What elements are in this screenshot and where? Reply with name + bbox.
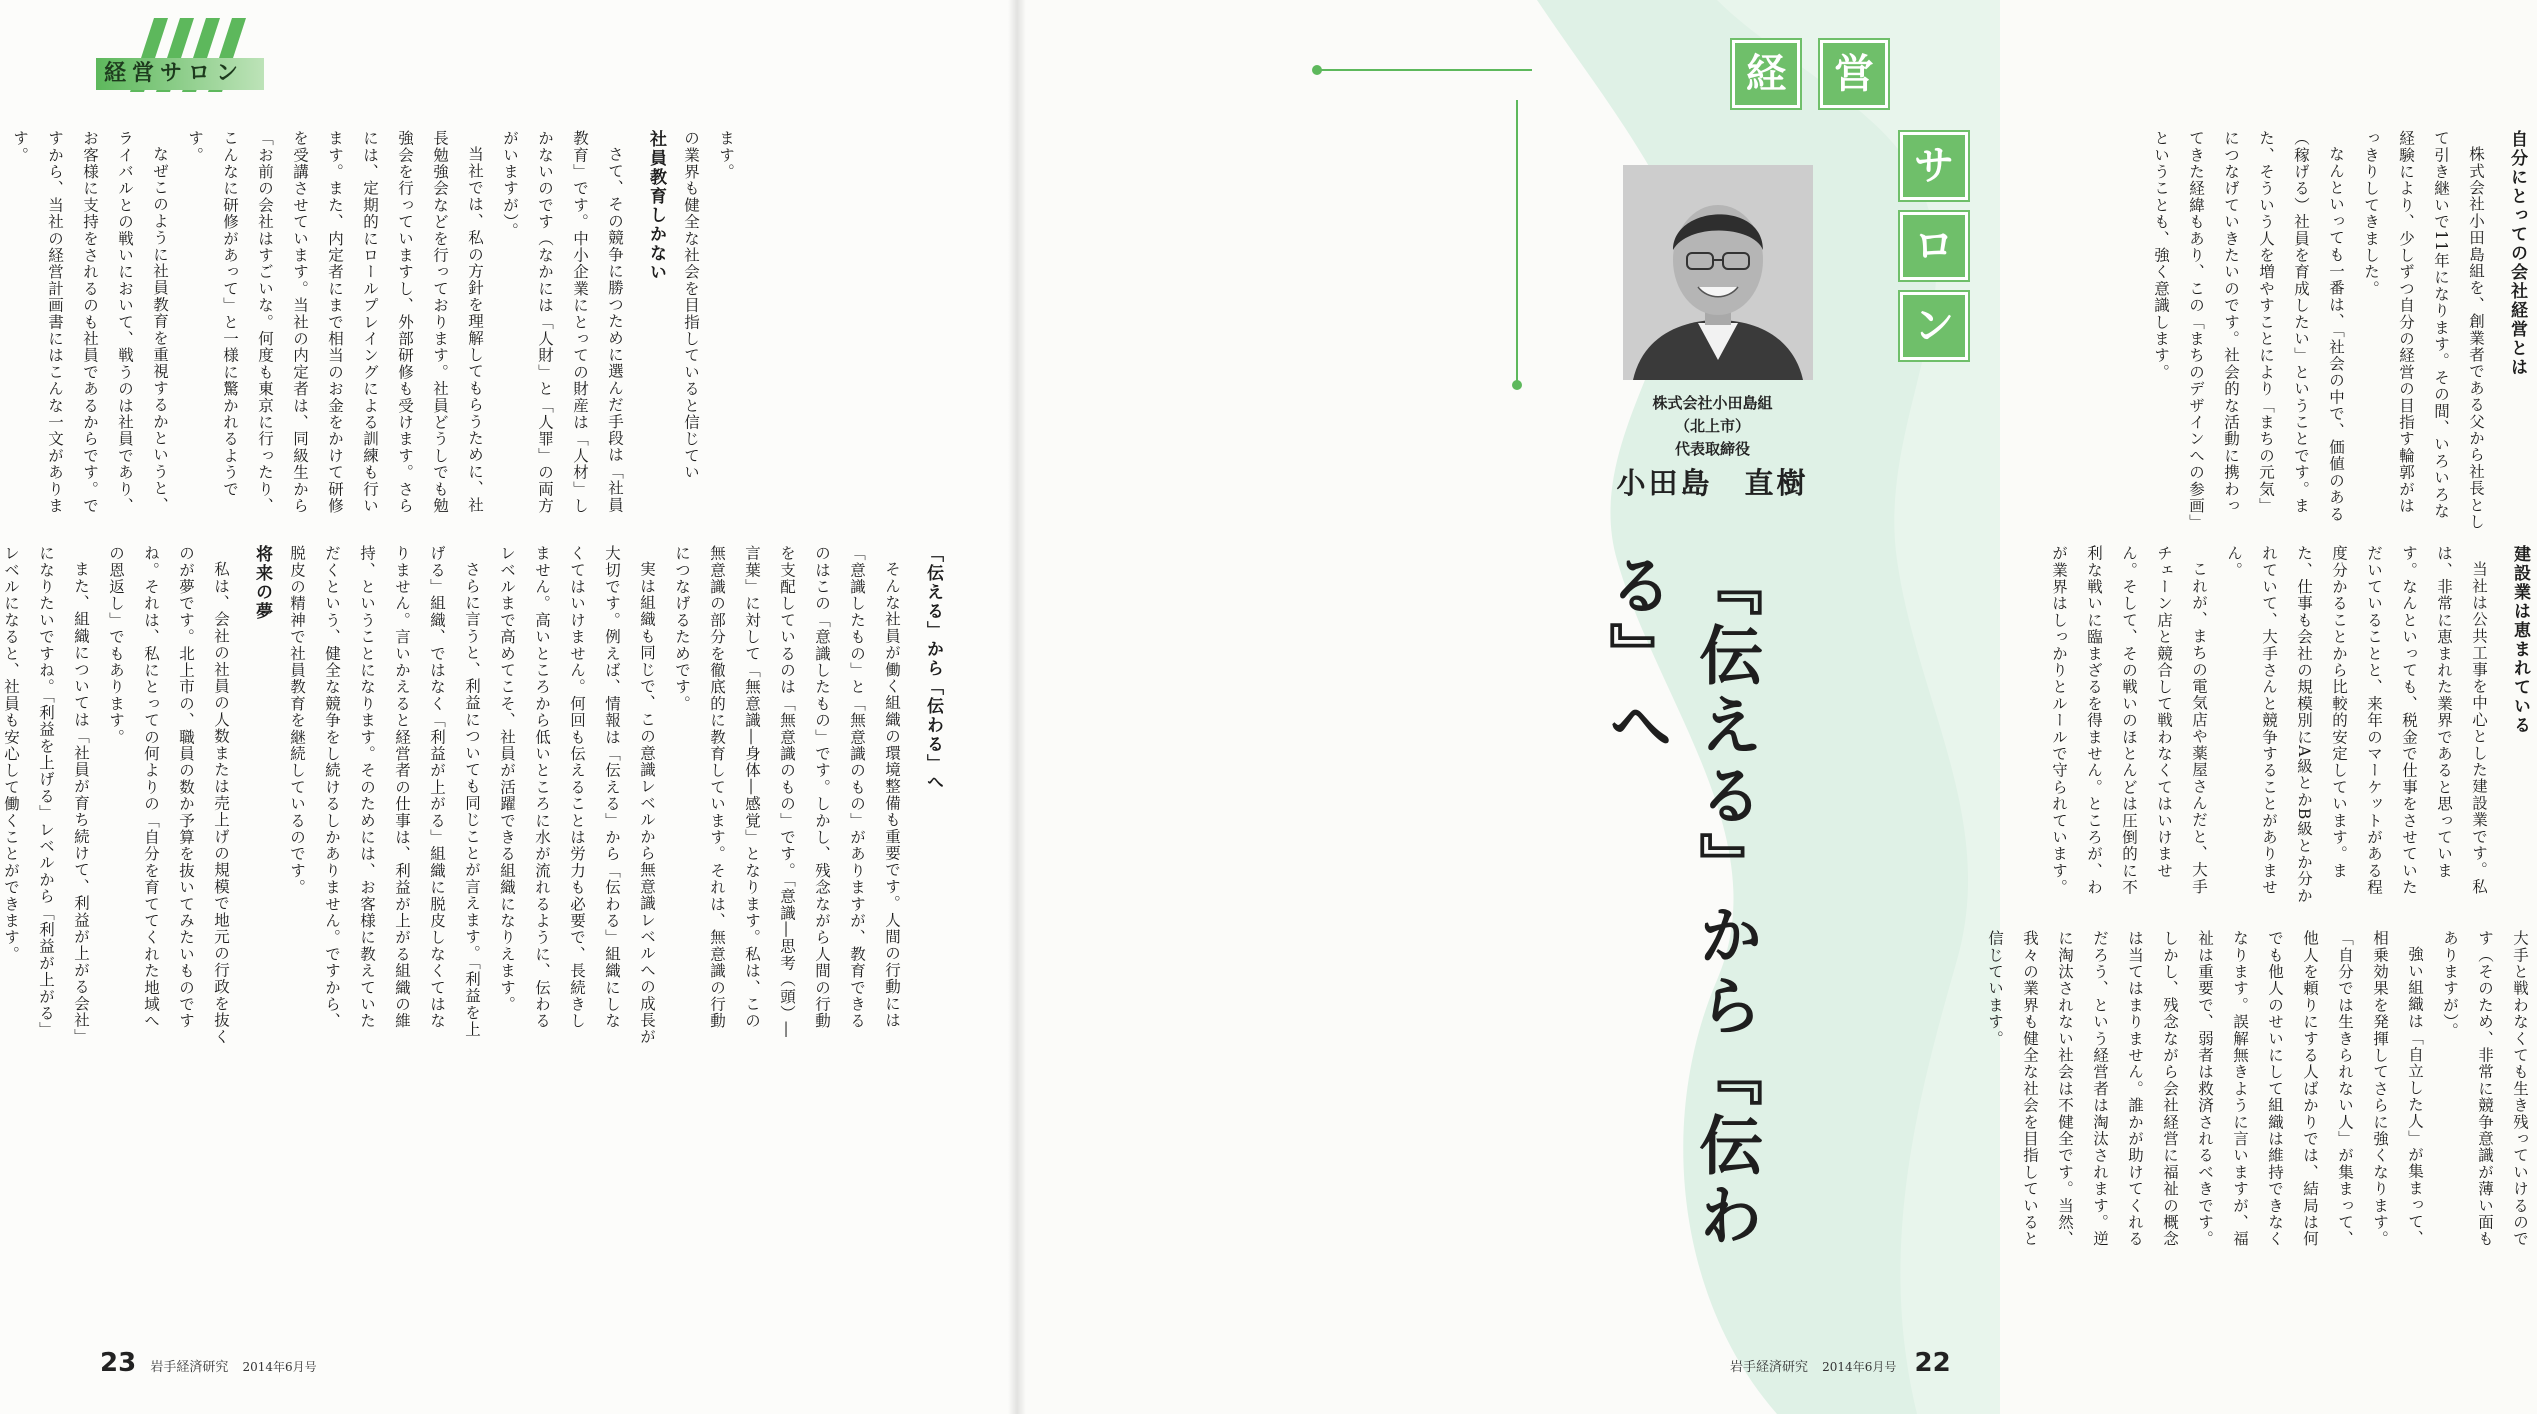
- paragraph: さて、その競争に勝つために選んだ手段は「社員教育」です。中小企業にとっての財産は「人材」しかないのです（なかには「人財」と「人罪」の両方がいますが）。: [501, 130, 624, 515]
- paragraph: [0, 130, 2, 520]
- profile-position: 代表取締役: [1674, 440, 1750, 458]
- page-number: 22: [1914, 1348, 1951, 1378]
- text-block-left-bottom: [2, 545, 950, 1045]
- paragraph: そんな社員が働く組織の環境整備も重要です。人間の行動には「意識したもの」と「無意識のもの」がありますが、教育できるのはこの「意識したもの」です。しかし、残念ながら人間の行動を支配しているのは「無意識のもの」です。「意識―思考（頭）―言葉」に対して「無意識―身体―感覚」となります。私は、この無意識の部分を徹底的に教育しています。それは、無意識の行動につなげるためです。: [673, 545, 901, 1039]
- footer-right: [1720, 1348, 1951, 1378]
- profile-company: 株式会社小田島組: [1652, 394, 1773, 412]
- paragraph: 株式会社小田島組を、創業者である父から社長として引き継いで11年になります。その間、いろいろな経験により、少しずつ自分の経営の目指す輪郭がはっきりしてきました。: [2362, 130, 2485, 530]
- mint-background-shape: [1017, 0, 2000, 1414]
- paragraph: なぜこのように社員教育を重視するかというと、ライバルとの戦いにおいて、戦うのは社員であり、お客様に支持をされるのも社員であるからです。ですから、当社の経営計画書にはこんな一文があります。: [11, 130, 169, 515]
- paragraph: 実は組織も同じで、この意識レベルから無意識レベルへの成長が大切です。例えば、情報は「伝える」から「伝わる」組織にしなくてはいけません。何回も伝えることは労力も必要で、長続きしません。高いところから低いところに水が流れるように、伝わるレベルまで高めてこそ、社員が活躍できる組織になりえます。: [498, 545, 656, 1045]
- paragraph: 大手と戦わなくても生き残っていけるのです（そのため、非常に競争意識が薄い面もありますが）。: [2441, 930, 2529, 1248]
- paragraph: 当社では、私の方針を理解してもらうために、社長勉強会などを行っております。社員どうしでも勉強会を行っていますし、外部研修も受けます。さらには、定期的にロールプレイングによる訓練も行います。また、内定者にまで相当のお金をかけて研修を受講させています。当社の内定者は、同級生から「お前の会社はすごいな。何度も東京に行ったり、こんなに研修があって」と一様に驚かれるようです。: [186, 130, 484, 515]
- paragraph: また、組織については「社員が育ち続けて、利益が上がる会社」になりたいですね。「利益を上げる」レベルから「利益が上がる」レベルになると、社員も安心して働くことができます。: [2, 545, 90, 1045]
- person-portrait-icon: [1623, 165, 1813, 380]
- portrait-photo: [1623, 165, 1813, 380]
- profile-name: 小田島 直樹: [1616, 466, 1809, 500]
- section-heading: 「伝える」から「伝わる」へ: [923, 545, 943, 792]
- title-char-box: 営: [1820, 40, 1888, 108]
- paragraph: 強い組織は「自立した人」が集まって、相乗効果を発揮してさらに強くなります。「自分では生きられない人」が集まって、他人を頼りにする人ばかりでは、結局は何でも他人のせいにして組織は維持できなくなります。誤解無きように言いますが、福祉は重要で、弱者は救済されるべきです。しかし、残念ながら会社経営に福祉の概念は当てはまりません。誰かが助けてくれるだろう、という経営者は淘汰されます。逆に淘汰されない社会は不健全です。当然、我々の業界も健全な社会を目指していると信じています。: [1986, 930, 2424, 1248]
- section-heading: 自分にとっての会社経営とは: [2507, 130, 2527, 377]
- section-heading: 建設業は恵まれている: [2510, 545, 2530, 735]
- magazine-name: 岩手経済研究: [150, 1360, 229, 1375]
- paragraph: なんといっても一番は、「社会の中で、価値のある（稼げる）社員を育成したい」ということです。また、そういう人を増やすことにより「まちの元気」につなげていきたいのです。社会的な活動に携わってきた経緯もあり、この「まちのデザインへの参画」ということも、強く意識します。: [2152, 130, 2345, 524]
- text-block-right-bottom: [1986, 930, 2537, 1260]
- page-gutter: [1008, 0, 1026, 1414]
- text-block-right-top: [2124, 130, 2534, 530]
- paragraph: これが、まちの電気店や薬屋さんだと、大手チェーン店と競合して戦わなくてはいけません。そして、その戦いのほとんどは圧倒的に不利な戦いに臨まざるを得ません。ところが、わが業界はしっかりとルールで守られています。: [2050, 545, 2208, 896]
- section-heading: 将来の夢: [252, 545, 272, 621]
- title-char-box: サ: [1900, 132, 1968, 200]
- profile-caption: [1560, 392, 1865, 502]
- article-title: 『伝える』から『伝わる』へ: [1598, 552, 1762, 1252]
- issue-date: 2014年6月号: [242, 1360, 317, 1374]
- title-char-box: 経: [1732, 40, 1800, 108]
- footer-left: [100, 1348, 317, 1378]
- issue-date: 2014年6月号: [1822, 1360, 1897, 1374]
- paragraph: 私は、会社の社員の人数または売上げの規模で地元の行政を抜くのが夢です。北上市の、職員の数か予算を抜いてみたいものですね。それは、私にとっての何よりの「自分を育ててくれた地域への恩返し」でもあります。: [107, 545, 230, 1045]
- page-22: [1017, 0, 2530, 1414]
- section-label: 経営サロン: [96, 58, 264, 90]
- magazine-name: 岩手経済研究: [1730, 1360, 1809, 1375]
- paragraph: 当社は公共工事を中心とした建設業です。私は、非常に恵まれた業界であると思っています。なんといっても、税金で仕事をさせていただいていることと、来年のマーケットがある程度分かることから比較的安定しています。また、仕事も会社の規模別にA級とかB級とか分かれていて、大手さんと競争することがありません。: [2225, 545, 2488, 904]
- text-block-right-middle: [2050, 545, 2537, 905]
- paragraph: さらに言うと、利益についても同じことが言えます。「利益を上げる」組織、ではなく「利益が上がる」組織に脱皮しなくてはなりません。言いかえると経営者の仕事は、利益が上がる組織の維持、ということになります。そのためには、お客様に教えていただくという、健全な競争をし続けるしかありません。ですから、脱皮の精神で社員教育を継続しているのです。: [288, 545, 481, 1038]
- page-number: 23: [100, 1348, 137, 1378]
- title-char-box: ロ: [1900, 212, 1968, 280]
- paragraph: の業界も健全な社会を目指していると信じてい: [682, 130, 700, 481]
- paragraph: ます。: [717, 130, 735, 181]
- title-char-box: ン: [1900, 292, 1968, 360]
- page-23: [0, 0, 1017, 1414]
- profile-location: （北上市）: [1674, 417, 1750, 435]
- section-heading: 社員教育しかない: [646, 130, 666, 282]
- text-block-left-top: [11, 130, 743, 520]
